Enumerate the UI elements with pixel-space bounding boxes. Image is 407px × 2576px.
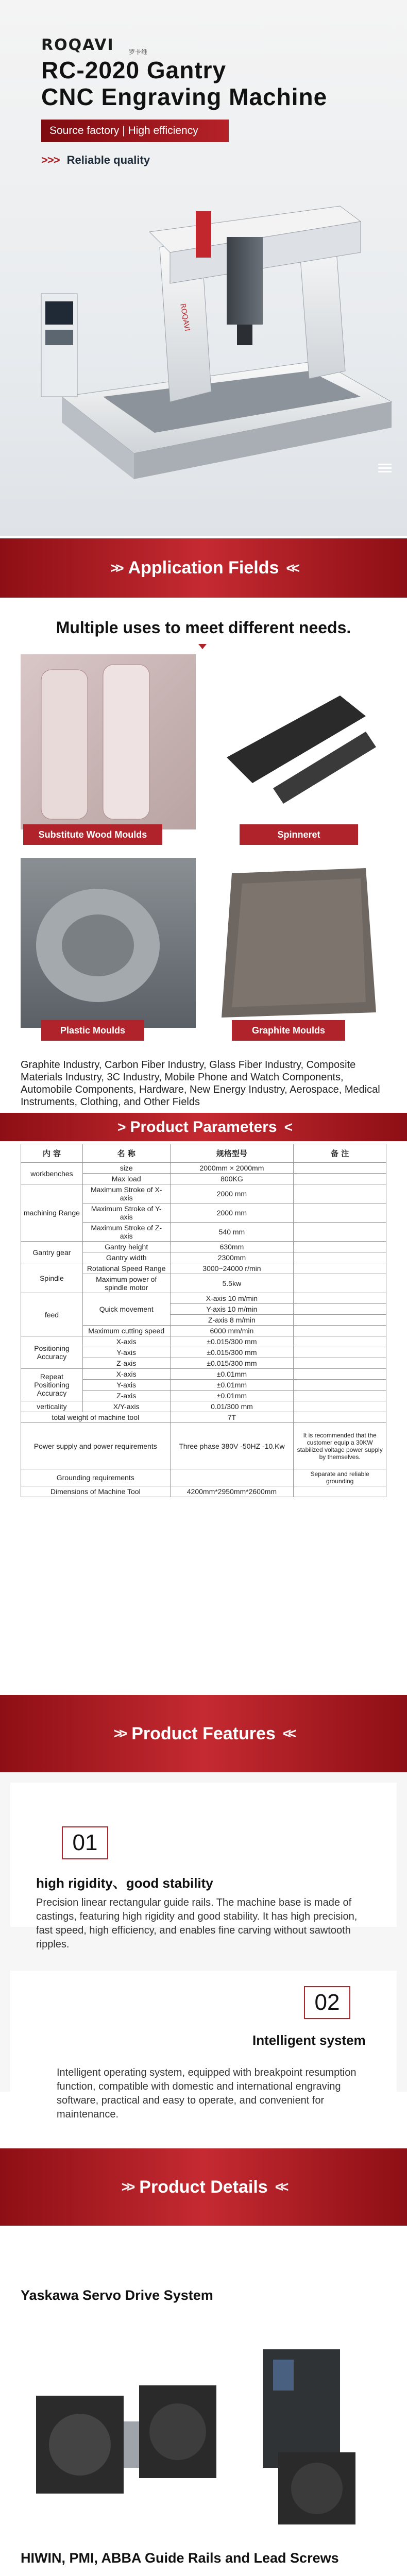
table-cell-spec: Y-axis 10 m/min: [170, 1304, 294, 1315]
table-cell-spec: 2000 mm: [170, 1184, 294, 1204]
table-cell-spec: X-axis 10 m/min: [170, 1293, 294, 1304]
table-cell-name: X/Y-axis: [82, 1401, 170, 1412]
table-row: [21, 1369, 386, 1380]
feature-number: 02: [304, 1986, 350, 2019]
hero-banner: [0, 0, 407, 536]
table-cell-name: Maximum power of spindle motor: [82, 1274, 170, 1293]
table-cell-name: Maximum Stroke of X-axis: [82, 1184, 170, 1204]
table-cell-note: [294, 1274, 386, 1293]
table-cell-spec: 2300mm: [170, 1252, 294, 1263]
table-cell-note: [294, 1293, 386, 1304]
table-cell-spec: 540 mm: [170, 1223, 294, 1242]
table-cell-spec: 630mm: [170, 1242, 294, 1252]
table-cell-note: Separate and reliable grounding: [294, 1469, 386, 1486]
table-cell-name: Maximum Stroke of Y-axis: [82, 1204, 170, 1223]
table-cell-note: [294, 1358, 386, 1369]
table-cell-name: X-axis: [82, 1336, 170, 1347]
table-row: [21, 1293, 386, 1304]
parameters-table: [21, 1144, 386, 1497]
table-cell-note: [294, 1163, 386, 1174]
table-cell-group: verticality: [21, 1401, 83, 1412]
table-cell-name: Z-axis: [82, 1391, 170, 1401]
table-cell-spec: 2000 mm: [170, 1204, 294, 1223]
table-cell-spec: 2000mm × 2000mm: [170, 1163, 294, 1174]
table-cell-note: [294, 1336, 386, 1347]
table-cell-group: Power supply and power requirements: [21, 1423, 171, 1469]
table-cell-note: [294, 1380, 386, 1391]
hero-title-line2: CNC Engraving Machine: [41, 83, 328, 110]
application-image-wood-moulds: [21, 654, 196, 829]
application-image-plastic-moulds: [21, 858, 196, 1028]
chevron-left-icon: >>: [113, 1725, 125, 1741]
table-cell-note: [294, 1304, 386, 1315]
section-title: Product Parameters: [130, 1118, 277, 1136]
table-row: [21, 1412, 386, 1423]
chevron-right-icon: <<: [286, 560, 297, 576]
hero-badge: Source factory | High efficiency: [41, 120, 229, 142]
table-row: [21, 1423, 386, 1469]
table-cell-note: [294, 1263, 386, 1274]
table-cell-note: [294, 1174, 386, 1184]
table-row: [21, 1242, 386, 1252]
table-cell-name: size: [82, 1163, 170, 1174]
table-cell-name: Quick movement: [82, 1293, 170, 1326]
detail-title: HIWIN, PMI, ABBA Guide Rails and Lead Screws: [21, 2550, 339, 2566]
table-cell-spec: Three phase 380V -50HZ -10.Kw: [170, 1423, 294, 1469]
table-cell-name: Maximum cutting speed: [82, 1326, 170, 1336]
table-row: [21, 1336, 386, 1347]
table-cell-note: It is recommended that the customer equip a 30KW stabilized voltage power supply by themselves.: [294, 1423, 386, 1469]
table-cell-note: [294, 1204, 386, 1223]
brand-name: ROQAVI: [41, 36, 114, 54]
parameters-table-body: [21, 1163, 386, 1497]
table-row: [21, 1469, 386, 1486]
application-image-graphite-moulds: [211, 858, 386, 1028]
table-cell-spec: 6000 mm/min: [170, 1326, 294, 1336]
hero-subtitle: [41, 154, 150, 167]
chevron-right-icon: <<: [275, 2179, 286, 2195]
table-header-row: [21, 1144, 386, 1163]
feature-number: 01: [62, 1826, 108, 1859]
chevron-left-icon: >>: [110, 560, 121, 576]
table-row: [21, 1263, 386, 1274]
table-header: 备 注: [294, 1144, 386, 1163]
table-row: [21, 1401, 386, 1412]
table-cell-name: Rotational Speed Range: [82, 1263, 170, 1274]
table-cell-name: X-axis: [82, 1369, 170, 1380]
table-cell-name: Max load: [82, 1174, 170, 1184]
table-cell-group: Positioning Accuracy: [21, 1336, 83, 1369]
table-cell-spec: 5.5kw: [170, 1274, 294, 1293]
table-cell-note: [294, 1347, 386, 1358]
table-header: 内 容: [21, 1144, 83, 1163]
detail-title: Yaskawa Servo Drive System: [21, 2287, 213, 2303]
table-cell-note: [294, 1252, 386, 1263]
brand-name-cn: 罗卡维: [129, 48, 148, 56]
arrows-icon: >>>: [41, 154, 60, 166]
application-image-spinneret: [211, 654, 386, 829]
table-cell-group: Dimensions of Machine Tool: [21, 1486, 171, 1497]
section-title: Application Fields: [128, 558, 279, 578]
chevron-right-icon: <<: [282, 1725, 294, 1741]
table-cell-group: total weight of machine tool: [21, 1412, 171, 1423]
table-cell-group: Repeat Positioning Accuracy: [21, 1369, 83, 1401]
application-subtitle: Multiple uses to meet different needs.: [56, 618, 351, 637]
cnc-machine-image: [31, 175, 402, 515]
table-row: [21, 1184, 386, 1204]
section-header-details: [0, 2148, 407, 2226]
table-cell-spec: ±0.01mm: [170, 1369, 294, 1380]
table-cell-name: Maximum Stroke of Z-axis: [82, 1223, 170, 1242]
feature-text: Intelligent operating system, equipped with breakpoint resumption function, compatible with domestic and international engraving software, practical and easy to operate, and convenient for maintenance.: [57, 2067, 357, 2120]
table-cell-note: [294, 1401, 386, 1412]
table-cell-spec: 800KG: [170, 1174, 294, 1184]
table-cell-group: machining Range: [21, 1184, 83, 1242]
application-label: Plastic Moulds: [41, 1020, 144, 1041]
table-cell-note: [294, 1369, 386, 1380]
table-cell-spec: ±0.015/300 mm: [170, 1347, 294, 1358]
table-cell-spec: ±0.015/300 mm: [170, 1336, 294, 1347]
menu-icon: [378, 464, 392, 476]
table-cell-note: [294, 1242, 386, 1252]
table-cell-name: Z-axis: [82, 1358, 170, 1369]
feature-title: high rigidity、good stability: [36, 1875, 213, 1891]
table-cell-spec: [170, 1469, 294, 1486]
svg-text:ROQAVI: ROQAVI: [178, 302, 192, 332]
table-cell-group: Gantry gear: [21, 1242, 83, 1263]
application-label: Spinneret: [240, 824, 358, 845]
chevron-left-icon: >>: [121, 2179, 132, 2195]
servo-drive-image: [21, 2324, 386, 2530]
feature-text: Precision linear rectangular guide rails. The machine base is made of castings, featuring high rigidity and good stability. It has high precision, fast speed, high efficiency, and enables fine carving without sawtooth ripples.: [36, 1897, 358, 1950]
table-cell-note: [294, 1223, 386, 1242]
chevron-right-icon: <: [284, 1118, 290, 1135]
hero-title-line1: RC-2020 Gantry: [41, 57, 227, 83]
table-cell-name: Gantry height: [82, 1242, 170, 1252]
table-cell-name: Gantry width: [82, 1252, 170, 1263]
table-header: 规格型号: [170, 1144, 294, 1163]
table-cell-spec: ±0.015/300 mm: [170, 1358, 294, 1369]
table-cell-note: [294, 1184, 386, 1204]
section-header-features: [0, 1695, 407, 1772]
hero-title: [41, 57, 327, 110]
chevron-left-icon: >: [117, 1118, 123, 1135]
application-label: Substitute Wood Moulds: [23, 824, 162, 845]
hero-subtitle-text: Reliable quality: [66, 154, 150, 166]
table-cell-spec: ±0.01mm: [170, 1391, 294, 1401]
application-label: Graphite Moulds: [232, 1020, 345, 1041]
table-cell-note: [294, 1412, 386, 1423]
table-cell-spec: 3000~24000 r/min: [170, 1263, 294, 1274]
table-cell-spec: 7T: [170, 1412, 294, 1423]
table-cell-note: [294, 1486, 386, 1497]
table-cell-group: workbenches: [21, 1163, 83, 1184]
section-title: Product Details: [139, 2177, 268, 2197]
table-cell-group: Spindle: [21, 1263, 83, 1293]
table-cell-note: [294, 1391, 386, 1401]
table-cell-spec: 0.01/300 mm: [170, 1401, 294, 1412]
table-cell-name: Y-axis: [82, 1380, 170, 1391]
table-cell-spec: Z-axis 8 m/min: [170, 1315, 294, 1326]
table-cell-note: [294, 1326, 386, 1336]
section-header-application: [0, 538, 407, 598]
application-description: Graphite Industry, Carbon Fiber Industry, Glass Fiber Industry, Composite Materials Industry, 3C Industry, Mobile Phone and Watch Components, Automobile Components, Hardware, New Energy Industry, Aerospace, Medical Instruments, Clothing, and Other Fields: [21, 1059, 380, 1108]
table-row: [21, 1163, 386, 1174]
table-cell-spec: 4200mm*2950mm*2600mm: [170, 1486, 294, 1497]
table-cell-name: Y-axis: [82, 1347, 170, 1358]
table-header: 名 称: [82, 1144, 170, 1163]
table-row: [21, 1486, 386, 1497]
table-cell-group: feed: [21, 1293, 83, 1336]
table-cell-group: Grounding requirements: [21, 1469, 171, 1486]
table-cell-spec: ±0.01mm: [170, 1380, 294, 1391]
section-title: Product Features: [131, 1723, 276, 1743]
feature-title: Intelligent system: [252, 2032, 366, 2048]
section-header-parameters: [0, 1113, 407, 1141]
table-cell-note: [294, 1315, 386, 1326]
arrow-down-icon: [198, 644, 207, 649]
brand-logo: [41, 36, 114, 54]
